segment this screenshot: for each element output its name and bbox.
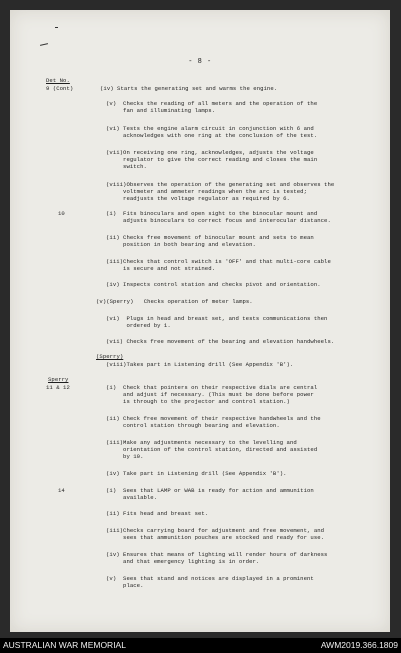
text-line: is secure and not strained. [106, 265, 216, 272]
footer-source: AUSTRALIAN WAR MEMORIAL [3, 640, 126, 650]
text-line: (viii)Takes part in Listening drill (See Appendix 'B'). [106, 361, 294, 368]
text-line: adjusts binoculars to correct focus and interocular distance. [106, 217, 331, 224]
text-line: switch. [106, 163, 147, 170]
text-line: (v) Checks the reading of all meters and the operation of the [106, 100, 318, 107]
text-line: acknowledges with one ring at the conclusion of the test. [106, 132, 318, 139]
section-label: Sperry [48, 376, 69, 383]
text-line: (v)(Sperry) Checks operation of meter lamps. [96, 298, 253, 305]
pen-mark [40, 43, 48, 46]
text-line: (iv) Ensures that means of lighting will render hours of darkness [106, 551, 328, 558]
footer-accession: AWM2019.366.1809 [320, 640, 398, 650]
text-line: (ii) Checks free movement of binocular mount and sets to mean [106, 234, 314, 241]
detachment-number: 10 [58, 210, 65, 217]
text-line: (i) Fits binoculars and open sight to the binocular mount and [106, 210, 318, 217]
text-line: (ii) Fits head and breast set. [106, 510, 209, 517]
text-line: fan and illuminating lamps. [106, 107, 216, 114]
text-line: and adjust if necessary. (This must be done before power [106, 391, 314, 398]
text-line: (ii) Check free movement of their respective handwheels and the [106, 415, 321, 422]
footer-bar [0, 638, 401, 653]
text-line: (vi) Plugs in head and breast set, and tests communications then [106, 315, 328, 322]
page-number: - 8 - [188, 58, 212, 66]
text-line: (v) Sees that stand and notices are displayed in a prominent [106, 575, 314, 582]
text-line: place. [106, 582, 144, 589]
text-line: (vii)On receiving one ring, acknowledges, adjusts the voltage [106, 149, 314, 156]
text-line: (iii)Checks carrying board for adjustment and free movement, and [106, 527, 325, 534]
text-line: (vii) Checks free movement of the bearing and elevation handwheels. [106, 338, 335, 345]
text-line: by 10. [106, 453, 144, 460]
text-line: (i) Sees that LAMP or WAB is ready for action and ammunition [106, 487, 314, 494]
text-line: (iv) Starts the generating set and warms the engine. [100, 85, 278, 92]
text-line: (vi) Tests the engine alarm circuit in conjunction with 6 and [106, 125, 314, 132]
detachment-number: 11 & 12 [46, 384, 70, 391]
text-line: (iii)Checks that control switch is 'OFF' and that multi-core cable [106, 258, 331, 265]
pen-mark [55, 27, 58, 28]
sperry-label: (Sperry) [96, 353, 124, 360]
text-line: and that emergency lighting is in order. [106, 558, 260, 565]
text-line: orientation of the control station, directed and assisted [106, 446, 318, 453]
text-line: (i) Check that pointers on their respective dials are central [106, 384, 318, 391]
text-line: is through to the projector and control station.) [106, 398, 290, 405]
text-line: position in both bearing and elevation. [106, 241, 256, 248]
text-line: voltmeter and ammeter readings when the arc is tested; [106, 188, 308, 195]
text-line: regulator to give the correct reading and closes the main [106, 156, 318, 163]
text-line: (iv) Take part in Listening drill (See Appendix 'B'). [106, 470, 287, 477]
text-line: (viii)Observes the operation of the generating set and observes the [106, 181, 335, 188]
text-line: readjusts the voltage regulator as required by 6. [106, 195, 290, 202]
text-line: sees that ammunition pouches are stocked and ready for use. [106, 534, 325, 541]
text-line: ordered by 1. [106, 322, 171, 329]
column-header: Det No. [46, 77, 70, 84]
text-line: control station through bearing and elevation. [106, 422, 280, 429]
text-line: (iii)Make any adjustments necessary to the levelling and [106, 439, 297, 446]
detachment-number: 14 [58, 487, 65, 494]
document-page [10, 10, 390, 632]
text-line: (iv) Inspects control station and checks pivot and orientation. [106, 281, 321, 288]
text-line: available. [106, 494, 158, 501]
column-subheader: 9 (Cont) [46, 85, 74, 92]
